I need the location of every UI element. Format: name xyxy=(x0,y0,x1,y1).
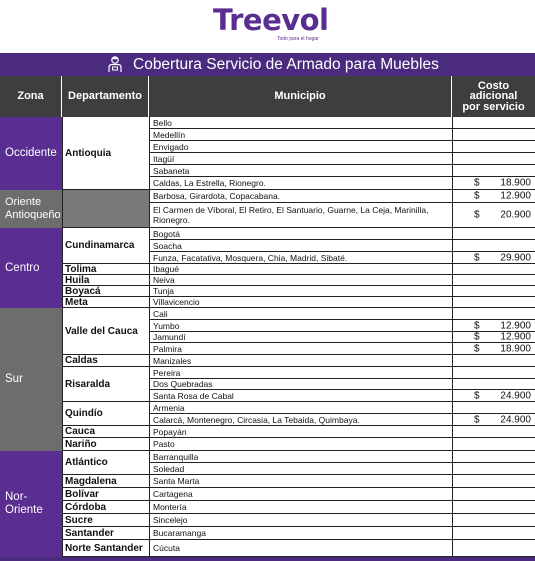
municipio-row: Santa Marta xyxy=(149,475,452,488)
zone-occidente: Occidente xyxy=(0,117,62,190)
bottom-bar xyxy=(0,557,535,561)
zone-nor-oriente: Nor-Oriente xyxy=(0,451,62,557)
municipio-row: Calarcá, Montenegro, Circasia, La Tebaida, Quimbaya. xyxy=(149,414,452,426)
cost-cell xyxy=(452,275,535,286)
cost-cell xyxy=(452,264,535,275)
cost-cell xyxy=(452,438,535,451)
cost-cell xyxy=(452,286,535,297)
cost-cell xyxy=(452,117,535,129)
cost-cell xyxy=(452,463,535,475)
header-zona: Zona xyxy=(0,76,62,117)
municipio-row: Popayán xyxy=(149,426,452,438)
cost-cell xyxy=(452,527,535,540)
currency-symbol: $ xyxy=(474,252,480,263)
municipio-row: Pasto xyxy=(149,438,452,451)
dept-atlantico: Atlántico xyxy=(62,451,149,475)
title-banner xyxy=(0,53,535,76)
currency-symbol: $ xyxy=(474,209,480,221)
cost-cell xyxy=(452,402,535,414)
dept-cundinamarca: Cundinamarca xyxy=(62,228,149,264)
cost-cell xyxy=(452,165,535,177)
dept-norte-santander: Norte Santander xyxy=(62,540,149,557)
header-departamento: Departamento xyxy=(62,76,149,117)
cost-cell xyxy=(452,297,535,308)
cost-value: 29.900 xyxy=(500,252,531,263)
dept-magdalena: Magdalena xyxy=(62,475,149,488)
cost-cell xyxy=(452,240,535,252)
municipio-row: Yumbo xyxy=(149,320,452,332)
currency-symbol: $ xyxy=(474,190,480,202)
cost-cell xyxy=(452,343,535,355)
municipio-row: Dos Quebradas xyxy=(149,379,452,390)
municipio-row: Jamundí xyxy=(149,332,452,343)
municipio-row: Barbosa, Girardota, Copacabana. xyxy=(149,190,452,203)
logo-tagline: Todo para el hogar xyxy=(277,36,319,42)
zone-centro: Centro xyxy=(0,228,62,308)
dept-oriente-blank xyxy=(62,190,149,228)
cost-cell xyxy=(452,390,535,402)
municipio-row: Envigado xyxy=(149,141,452,153)
municipio-row: Montería xyxy=(149,501,452,514)
municipio-row: Sabaneta xyxy=(149,165,452,177)
municipio-row: Neiva xyxy=(149,275,452,286)
municipio-row: Manizales xyxy=(149,355,452,367)
cost-cell xyxy=(452,540,535,557)
municipio-row: Ibagué xyxy=(149,264,452,275)
municipio-row: Funza, Facatativa, Mosquera, Chia, Madrid, Sibaté. xyxy=(149,252,452,264)
cost-value: 24.900 xyxy=(500,414,531,425)
cost-value: 12.900 xyxy=(500,320,531,331)
cost-value: 20.900 xyxy=(500,209,531,221)
zone-oriente-antioqueno: Oriente Antioqueño xyxy=(0,190,62,228)
municipio-row: Itagüí xyxy=(149,153,452,165)
cost-cell xyxy=(452,355,535,367)
cost-cell xyxy=(452,190,535,203)
municipio-row: Barranquilla xyxy=(149,451,452,463)
cost-cell xyxy=(452,332,535,343)
dept-narino: Nariño xyxy=(62,438,149,451)
municipio-row: Santa Rosa de Cabal xyxy=(149,390,452,402)
dept-santander: Santander xyxy=(62,527,149,540)
cost-cell xyxy=(452,308,535,320)
dept-bolivar: Bolívar xyxy=(62,488,149,501)
page-title: Cobertura Servicio de Armado para Muebles xyxy=(133,56,439,73)
currency-symbol: $ xyxy=(474,331,480,343)
dept-boyaca: Boyacá xyxy=(62,286,149,297)
currency-symbol: $ xyxy=(474,343,480,354)
cost-value: 12.900 xyxy=(500,331,531,343)
cost-cell xyxy=(452,514,535,527)
dept-cauca: Cauca xyxy=(62,426,149,438)
dept-huila: Huila xyxy=(62,275,149,286)
municipio-row: Palmira xyxy=(149,343,452,355)
municipio-row: Bucaramanga xyxy=(149,527,452,540)
municipio-row: Cúcuta xyxy=(149,540,452,557)
cost-cell xyxy=(452,379,535,390)
cost-value: 24.900 xyxy=(500,390,531,401)
dept-cordoba: Córdoba xyxy=(62,501,149,514)
header-municipio: Municipio xyxy=(149,76,452,117)
dept-caldas: Caldas xyxy=(62,355,149,367)
municipio-row: Sincelejo xyxy=(149,514,452,527)
cost-cell xyxy=(452,488,535,501)
municipio-row: El Carmen de Víboral, El Retiro, El Santuario, Guarne, La Ceja, Marinilla, Rionegro. xyxy=(149,203,452,228)
cost-cell xyxy=(452,252,535,264)
cost-value: 12.900 xyxy=(500,190,531,202)
cost-cell xyxy=(452,426,535,438)
dept-sucre: Sucre xyxy=(62,514,149,527)
header-costo: Costo adicional por servicio xyxy=(452,76,535,117)
dept-antioquia: Antioquia xyxy=(62,117,149,190)
cost-cell xyxy=(452,367,535,379)
municipio-row: Bogotá xyxy=(149,228,452,240)
municipio-row: Caldas, La Estrella, Rionegro. xyxy=(149,177,452,190)
dept-valle-del-cauca: Valle del Cauca xyxy=(62,308,149,355)
cost-cell xyxy=(452,228,535,240)
municipio-row: Bello xyxy=(149,117,452,129)
currency-symbol: $ xyxy=(474,177,480,189)
cost-cell xyxy=(452,501,535,514)
municipio-row: Tunja xyxy=(149,286,452,297)
cost-cell xyxy=(452,203,535,228)
dept-risaralda: Risaralda xyxy=(62,367,149,402)
cost-cell xyxy=(452,475,535,488)
cost-cell xyxy=(452,177,535,190)
cost-cell xyxy=(452,451,535,463)
cost-cell xyxy=(452,129,535,141)
municipio-row: Armenia xyxy=(149,402,452,414)
logo-wordmark: Treevol xyxy=(213,3,329,37)
municipio-row: Villavicencio xyxy=(149,297,452,308)
dept-quindio: Quindío xyxy=(62,402,149,426)
brand-logo xyxy=(0,0,535,52)
municipio-row: Cali xyxy=(149,308,452,320)
cost-value: 18.900 xyxy=(500,177,531,189)
municipio-row: Cartagena xyxy=(149,488,452,501)
cost-value: 18.900 xyxy=(500,343,531,354)
cost-cell xyxy=(452,414,535,426)
municipio-row: Pereira xyxy=(149,367,452,379)
cost-cell xyxy=(452,153,535,165)
municipio-row: Medellín xyxy=(149,129,452,141)
municipio-row: Soacha xyxy=(149,240,452,252)
dept-meta: Meta xyxy=(62,297,149,308)
cost-cell xyxy=(452,141,535,153)
cost-cell xyxy=(452,320,535,332)
zone-sur: Sur xyxy=(0,308,62,451)
currency-symbol: $ xyxy=(474,414,480,425)
currency-symbol: $ xyxy=(474,320,480,331)
worker-icon xyxy=(106,55,124,73)
municipio-row: Soledad xyxy=(149,463,452,475)
dept-tolima: Tolima xyxy=(62,264,149,275)
currency-symbol: $ xyxy=(474,390,480,401)
